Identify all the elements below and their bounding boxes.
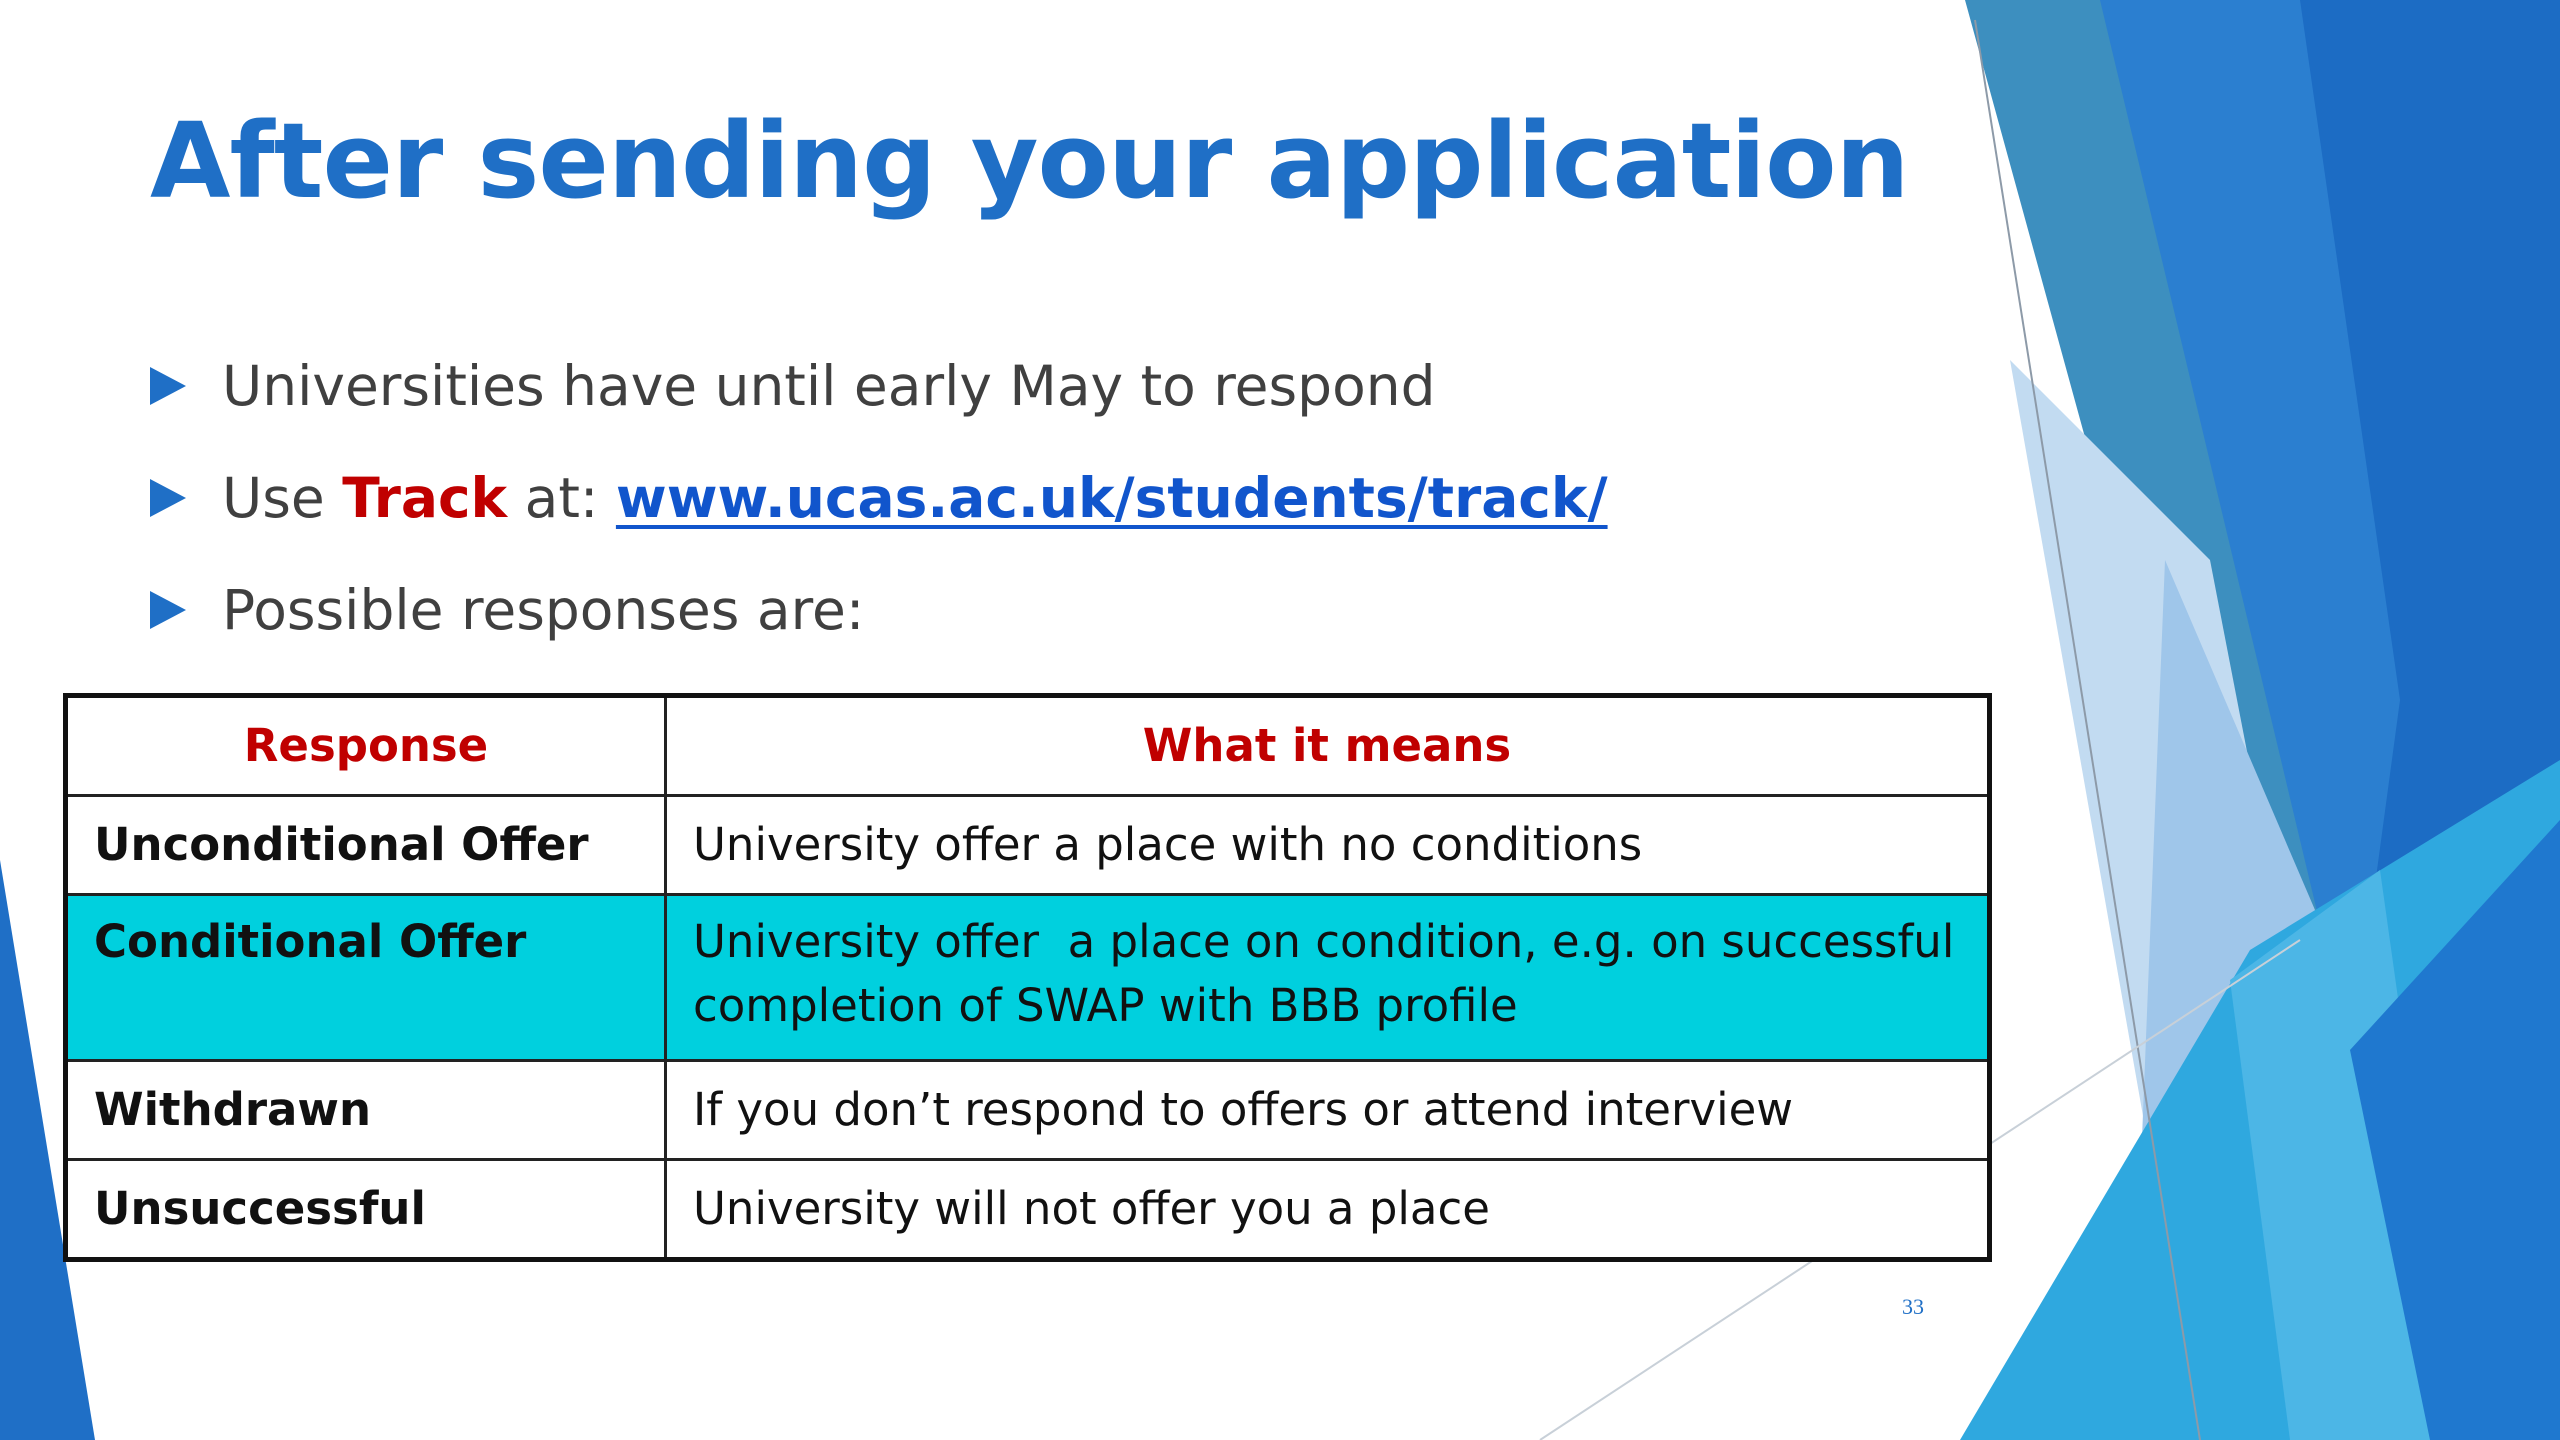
bullet-text-track (222, 466, 1608, 530)
table-row (66, 1160, 1990, 1260)
track-emphasis: Track (342, 466, 508, 530)
response-cell: Unconditional Offer (66, 796, 666, 895)
page-number: 33 (1902, 1294, 1924, 1319)
triangle-bullet-icon (150, 479, 186, 517)
bullet-item-deadline (150, 330, 1850, 442)
bullet-text-deadline: Universities have until early May to respond (222, 354, 1436, 418)
track-prefix: Use (222, 466, 343, 530)
header-response: Response (66, 696, 666, 796)
ucas-track-link[interactable]: www.ucas.ac.uk/students/track/ (615, 466, 1608, 530)
table-row (66, 796, 1990, 895)
response-cell: Unsuccessful (66, 1160, 666, 1260)
response-cell: Withdrawn (66, 1061, 666, 1160)
meaning-cell: University will not offer you a place (666, 1160, 1990, 1260)
triangle-bullet-icon (150, 591, 186, 629)
bullet-text-responses: Possible responses are: (222, 578, 865, 642)
table-row-highlighted (66, 895, 1990, 1061)
slide-title: After sending your application (150, 100, 1909, 222)
meaning-cell: If you don’t respond to offers or attend interview (666, 1061, 1990, 1160)
table-header-row (66, 696, 1990, 796)
header-meaning: What it means (666, 696, 1990, 796)
bullet-item-responses (150, 554, 1850, 666)
table-row (66, 1061, 1990, 1160)
track-middle: at: (507, 466, 616, 530)
bullet-list (150, 330, 1850, 666)
response-cell: Conditional Offer (66, 895, 666, 1061)
bullet-item-track (150, 442, 1850, 554)
triangle-bullet-icon (150, 367, 186, 405)
meaning-cell: University offer a place with no conditions (666, 796, 1990, 895)
responses-table (63, 693, 1992, 1262)
meaning-cell: University offer a place on condition, e.g. on successful completion of SWAP with BBB profile (666, 895, 1990, 1061)
